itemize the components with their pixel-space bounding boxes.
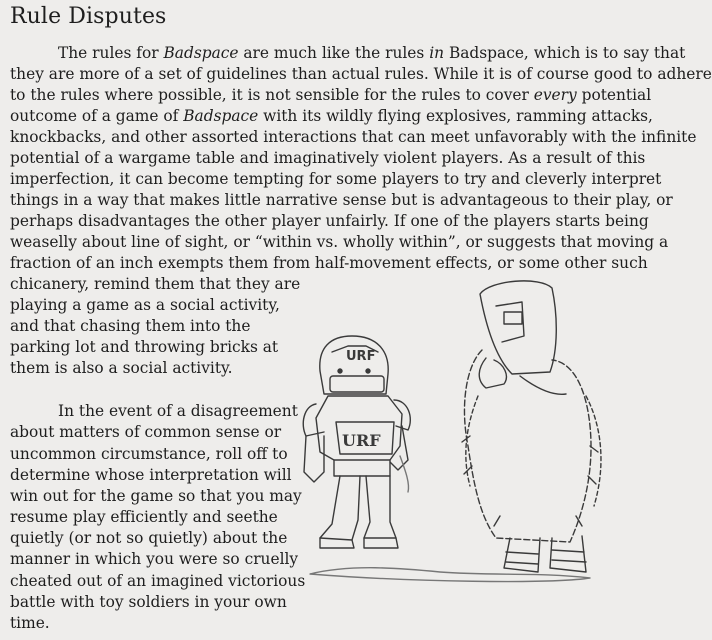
p1-line-12: chicanery, remind them that they are	[10, 275, 301, 293]
p1-line-4: outcome of a game of Badspace with its wildly flying explosives, ramming attacks,	[10, 107, 653, 125]
p1-line-14: and that chasing them into the	[10, 317, 251, 335]
p2-line-8: manner in which you were so cruelly	[10, 550, 299, 568]
p2-line-11: time.	[10, 614, 50, 632]
section-heading: Rule Disputes	[10, 4, 167, 29]
p2-line-9: cheated out of an imagined victorious	[10, 572, 306, 590]
p1-line-13: playing a game as a social activity,	[10, 296, 280, 314]
p2-line-6: resume play efficiently and seethe	[10, 508, 278, 526]
soldier-figure	[303, 336, 410, 548]
p1-line-9: perhaps disadvantages the other player unfairly. If one of the players starts being	[10, 212, 649, 230]
p1-line-15: parking lot and throwing bricks at	[10, 338, 279, 356]
monster-figure	[462, 281, 601, 572]
soldier-and-monster-illustration	[290, 276, 630, 586]
p1-line-16: them is also a social activity.	[10, 359, 233, 377]
p1-line-10: weaselly about line of sight, or “within vs. wholly within”, or suggests that moving a	[10, 233, 669, 251]
p1-line-2: they are more of a set of guidelines than actual rules. While it is of course good to adhere	[10, 65, 712, 83]
p2-line-4: determine whose interpretation will	[10, 466, 292, 484]
p2-line-3: uncommon circumstance, roll off to	[10, 445, 288, 463]
p1-line-1: The rules for Badspace are much like the rules in Badspace, which is to say that	[58, 44, 686, 62]
p1-line-5: knockbacks, and other assorted interactions that can meet unfavorably with the infinite	[10, 128, 697, 146]
p1-line-11: fraction of an inch exempts them from half-movement effects, or some other such	[10, 254, 648, 272]
p2-line-10: battle with toy soldiers in your own	[10, 593, 287, 611]
p1-line-7: imperfection, it can become tempting for some players to try and cleverly interpret	[10, 170, 662, 188]
p1-line-6: potential of a wargame table and imaginatively violent players. As a result of this	[10, 149, 646, 167]
p1-line-3: to the rules where possible, it is not sensible for the rules to cover every potential	[10, 86, 652, 104]
chest-lettering: URF	[342, 431, 381, 450]
visor-lettering: URF	[346, 349, 376, 364]
p2-line-5: win out for the game so that you may	[10, 487, 302, 505]
p1-line-8: things in a way that makes little narrative sense but is advantageous to their play, or	[10, 191, 673, 209]
p2-line-7: quietly (or not so quietly) about the	[10, 529, 288, 547]
p2-line-2: about matters of common sense or	[10, 423, 282, 441]
p2-line-1: In the event of a disagreement	[58, 402, 298, 420]
